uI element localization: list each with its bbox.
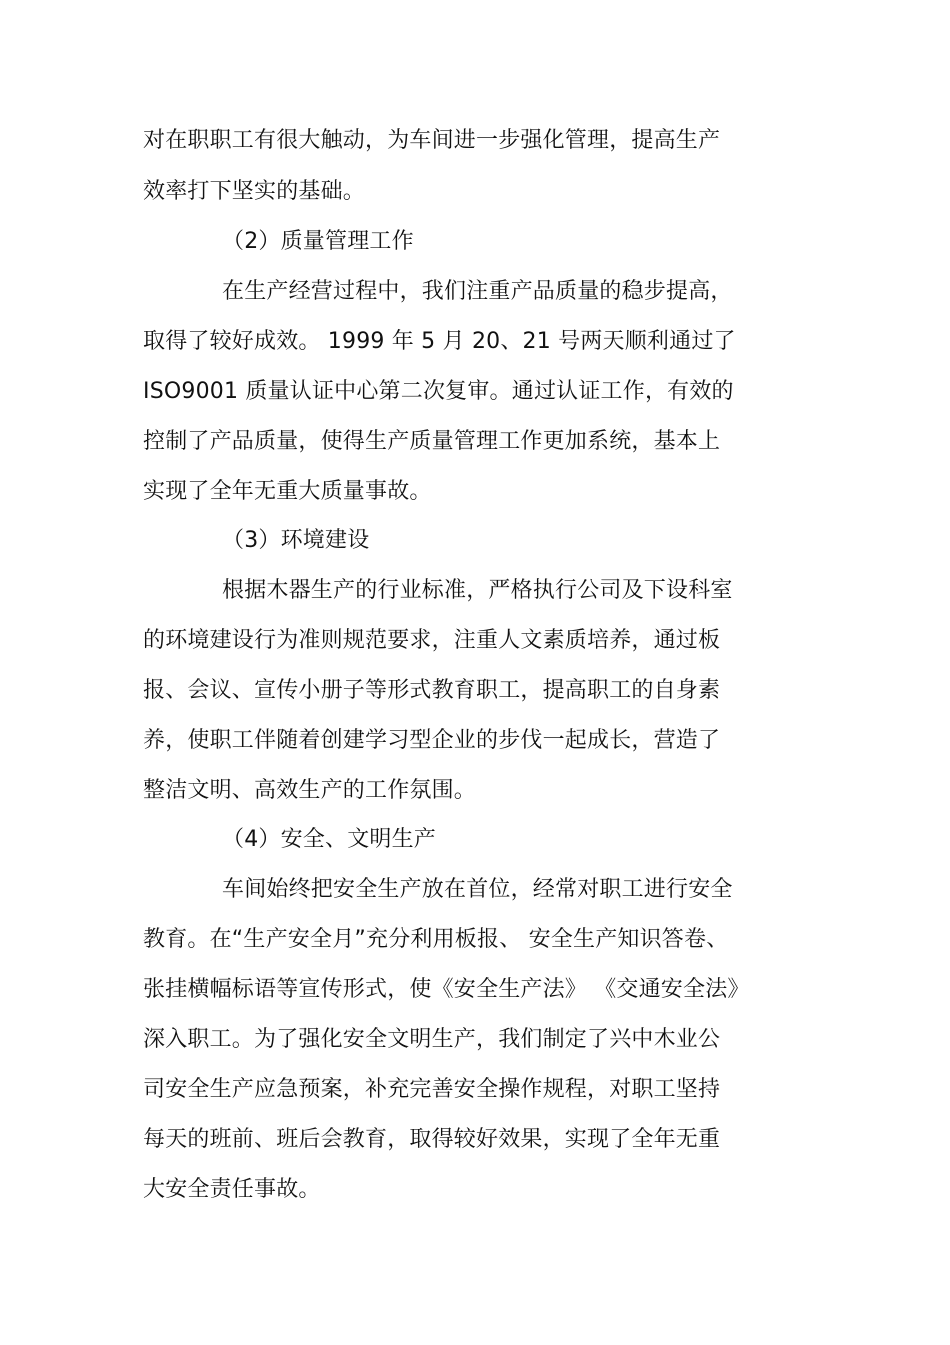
paragraph-line: 教育。在“生产安全月”充分利用板报、 安全生产知识答卷、 (143, 927, 729, 952)
paragraph-line: 的环境建设行为准则规范要求，注重人文素质培养，通过板 (143, 628, 721, 653)
paragraph-line: 报、会议、宣传小册子等形式教育职工，提高职工的自身素 (143, 678, 721, 703)
paragraph-line: ISO9001 质量认证中心第二次复审。通过认证工作，有效的 (143, 379, 734, 404)
paragraph-line: 深入职工。为了强化安全文明生产，我们制定了兴中木业公 (143, 1027, 721, 1052)
section-heading-quality: （2）质量管理工作 (222, 229, 414, 254)
paragraph-line: 控制了产品质量，使得生产质量管理工作更加系统，基本上 (143, 429, 721, 454)
paragraph-line: 效率打下坚实的基础。 (143, 179, 366, 204)
paragraph-line: 整洁文明、高效生产的工作氛围。 (143, 778, 477, 803)
paragraph-line: 养，使职工伴随着创建学习型企业的步伐一起成长，营造了 (143, 728, 721, 753)
paragraph-line: 实现了全年无重大质量事故。 (143, 479, 432, 504)
paragraph-line: 对在职职工有很大触动，为车间进一步强化管理，提高生产 (143, 128, 721, 153)
paragraph-line: 在生产经营过程中，我们注重产品质量的稳步提高， (222, 279, 733, 304)
paragraph-line: 车间始终把安全生产放在首位，经常对职工进行安全 (222, 877, 733, 902)
paragraph-line: 根据木器生产的行业标准，严格执行公司及下设科室 (222, 578, 733, 603)
paragraph-line: 大安全责任事故。 (143, 1177, 321, 1202)
paragraph-line: 每天的班前、班后会教育，取得较好效果，实现了全年无重 (143, 1127, 721, 1152)
section-heading-environment: （3）环境建设 (222, 528, 370, 553)
paragraph-line: 司安全生产应急预案，补充完善安全操作规程，对职工坚持 (143, 1077, 721, 1102)
paragraph-line: 张挂横幅标语等宣传形式，使《安全生产法》 《交通安全法》 (143, 977, 750, 1002)
section-heading-safety: （4）安全、文明生产 (222, 827, 436, 852)
paragraph-line: 取得了较好成效。 1999 年 5 月 20、21 号两天顺利通过了 (143, 329, 736, 354)
